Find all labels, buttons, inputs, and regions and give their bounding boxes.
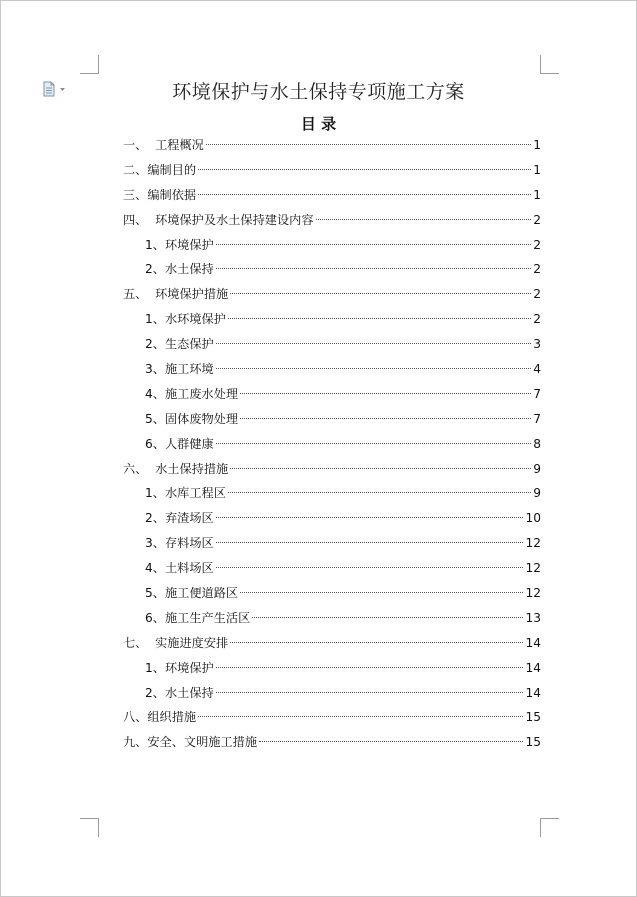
- toc-entry-label: 九、安全、文明施工措施: [123, 735, 258, 750]
- toc-entry-page-number: 7: [533, 411, 541, 426]
- toc-entry-label: 三、编制依据: [123, 187, 197, 202]
- toc-entry[interactable]: [123, 681, 541, 706]
- toc-dot-leader: [206, 144, 531, 145]
- toc-entry[interactable]: [123, 208, 541, 233]
- crop-mark-bottom-right: [540, 818, 559, 837]
- toc-dot-leader: [216, 692, 524, 693]
- toc-entry[interactable]: [123, 730, 541, 755]
- crop-mark-top-left: [80, 55, 99, 74]
- toc-entry-label: 七、 实施进度安排: [123, 635, 229, 650]
- toc-entry[interactable]: [123, 506, 541, 531]
- toc-entry-label: 6、人群健康: [145, 436, 214, 451]
- toc-dot-leader: [216, 268, 532, 269]
- toc-entry-page-number: 9: [533, 461, 541, 476]
- toc-entry-label: 2、水土保持: [145, 685, 214, 700]
- toc-entry[interactable]: [123, 457, 541, 482]
- toc-dot-leader: [198, 194, 531, 195]
- toc-entry-label: 6、施工生产生活区: [145, 610, 251, 625]
- crop-mark-top-right: [540, 55, 559, 74]
- toc-entry[interactable]: [123, 233, 541, 258]
- crop-mark-bottom-left: [80, 818, 99, 837]
- toc-dot-leader: [228, 318, 531, 319]
- toc-entry[interactable]: [123, 481, 541, 506]
- toc-entry[interactable]: [123, 382, 541, 407]
- toc-dot-leader: [228, 492, 531, 493]
- toc-entry[interactable]: [123, 581, 541, 606]
- toc-dot-leader: [230, 642, 523, 643]
- toc-entry-page-number: 2: [533, 212, 541, 227]
- toc-entry-label: 1、环境保护: [145, 660, 214, 675]
- toc-heading: 目 录: [300, 115, 337, 133]
- toc-entry-label: 1、环境保护: [145, 237, 214, 252]
- toc-entry-label: 1、水环境保护: [145, 312, 226, 327]
- toc-entry[interactable]: [123, 183, 541, 208]
- toc-dot-leader: [216, 443, 532, 444]
- toc-entry[interactable]: [123, 432, 541, 457]
- toc-dot-leader: [216, 368, 532, 369]
- toc-dot-leader: [216, 517, 524, 518]
- toc-entry-page-number: 1: [533, 162, 541, 177]
- toc-entry-label: 四、 环境保护及水土保持建设内容: [123, 212, 314, 227]
- toc-entry-page-number: 1: [533, 187, 541, 202]
- toc-entry[interactable]: [123, 332, 541, 357]
- toc-entry-page-number: 14: [525, 660, 541, 675]
- toc-dot-leader: [198, 169, 531, 170]
- toc-dot-leader: [216, 343, 532, 344]
- toc-entry-page-number: 1: [533, 138, 541, 152]
- toc-dot-leader: [216, 667, 524, 668]
- toc-entry-label: 2、生态保护: [145, 337, 214, 352]
- toc-entry-page-number: 3: [533, 337, 541, 352]
- toc-entry-page-number: 2: [533, 287, 541, 302]
- toc-entry-page-number: 13: [525, 610, 541, 625]
- toc-dot-leader: [240, 393, 531, 394]
- toc-dot-leader: [216, 244, 532, 245]
- toc-entry-label: 2、弃渣场区: [145, 511, 214, 526]
- toc-entry-page-number: 8: [533, 436, 541, 451]
- toc-entry[interactable]: [123, 307, 541, 332]
- table-of-contents: [123, 133, 541, 755]
- toc-entry-page-number: 14: [525, 685, 541, 700]
- toc-entry-page-number: 10: [525, 511, 541, 526]
- toc-entry-label: 六、 水土保持措施: [123, 461, 229, 476]
- toc-entry-label: 3、施工环境: [145, 362, 214, 377]
- toc-entry[interactable]: [123, 357, 541, 382]
- toc-entry-page-number: 2: [533, 237, 541, 252]
- toc-entry[interactable]: [123, 556, 541, 581]
- toc-dot-leader: [240, 418, 531, 419]
- toc-entry[interactable]: [123, 257, 541, 282]
- toc-entry-page-number: 7: [533, 386, 541, 401]
- toc-entry-label: 5、固体废物处理: [145, 411, 239, 426]
- toc-dot-leader: [240, 592, 523, 593]
- toc-dot-leader: [216, 567, 524, 568]
- toc-dot-leader: [316, 219, 532, 220]
- toc-entry-label: 1、水库工程区: [145, 486, 226, 501]
- toc-dot-leader: [230, 468, 531, 469]
- toc-entry-page-number: 2: [533, 262, 541, 277]
- toc-entry-label: 五、 环境保护措施: [123, 287, 229, 302]
- toc-entry[interactable]: [123, 606, 541, 631]
- toc-entry-label: 一、 工程概况: [123, 138, 204, 152]
- toc-entry-label: 二、编制目的: [123, 162, 197, 177]
- toc-entry[interactable]: [123, 158, 541, 183]
- toc-entry[interactable]: [123, 282, 541, 307]
- toc-entry-page-number: 14: [525, 635, 541, 650]
- toc-entry-label: 2、水土保持: [145, 262, 214, 277]
- toc-entry[interactable]: [123, 531, 541, 556]
- toc-entry[interactable]: [123, 133, 541, 158]
- toc-entry-label: 八、组织措施: [123, 710, 197, 725]
- toc-entry[interactable]: [123, 656, 541, 681]
- toc-dot-leader: [252, 617, 523, 618]
- toc-dot-leader: [259, 741, 523, 742]
- toc-entry-page-number: 4: [533, 362, 541, 377]
- document-title: 环境保护与水土保持专项施工方案: [172, 81, 465, 103]
- toc-entry[interactable]: [123, 705, 541, 730]
- toc-entry-page-number: 15: [525, 710, 541, 725]
- toc-entry-label: 4、施工废水处理: [145, 386, 239, 401]
- toc-entry-page-number: 12: [525, 586, 541, 601]
- toc-entry-label: 5、施工便道路区: [145, 586, 239, 601]
- toc-entry-label: 3、存料场区: [145, 536, 214, 551]
- toc-dot-leader: [198, 716, 523, 717]
- toc-entry-label: 4、土料场区: [145, 561, 214, 576]
- toc-entry-page-number: 12: [525, 561, 541, 576]
- toc-dot-leader: [230, 293, 531, 294]
- toc-entry[interactable]: [123, 631, 541, 656]
- toc-entry-page-number: 15: [525, 735, 541, 750]
- toc-entry-page-number: 2: [533, 312, 541, 327]
- toc-entry-page-number: 9: [533, 486, 541, 501]
- toc-entry[interactable]: [123, 407, 541, 432]
- toc-entry-page-number: 12: [525, 536, 541, 551]
- toc-dot-leader: [216, 542, 524, 543]
